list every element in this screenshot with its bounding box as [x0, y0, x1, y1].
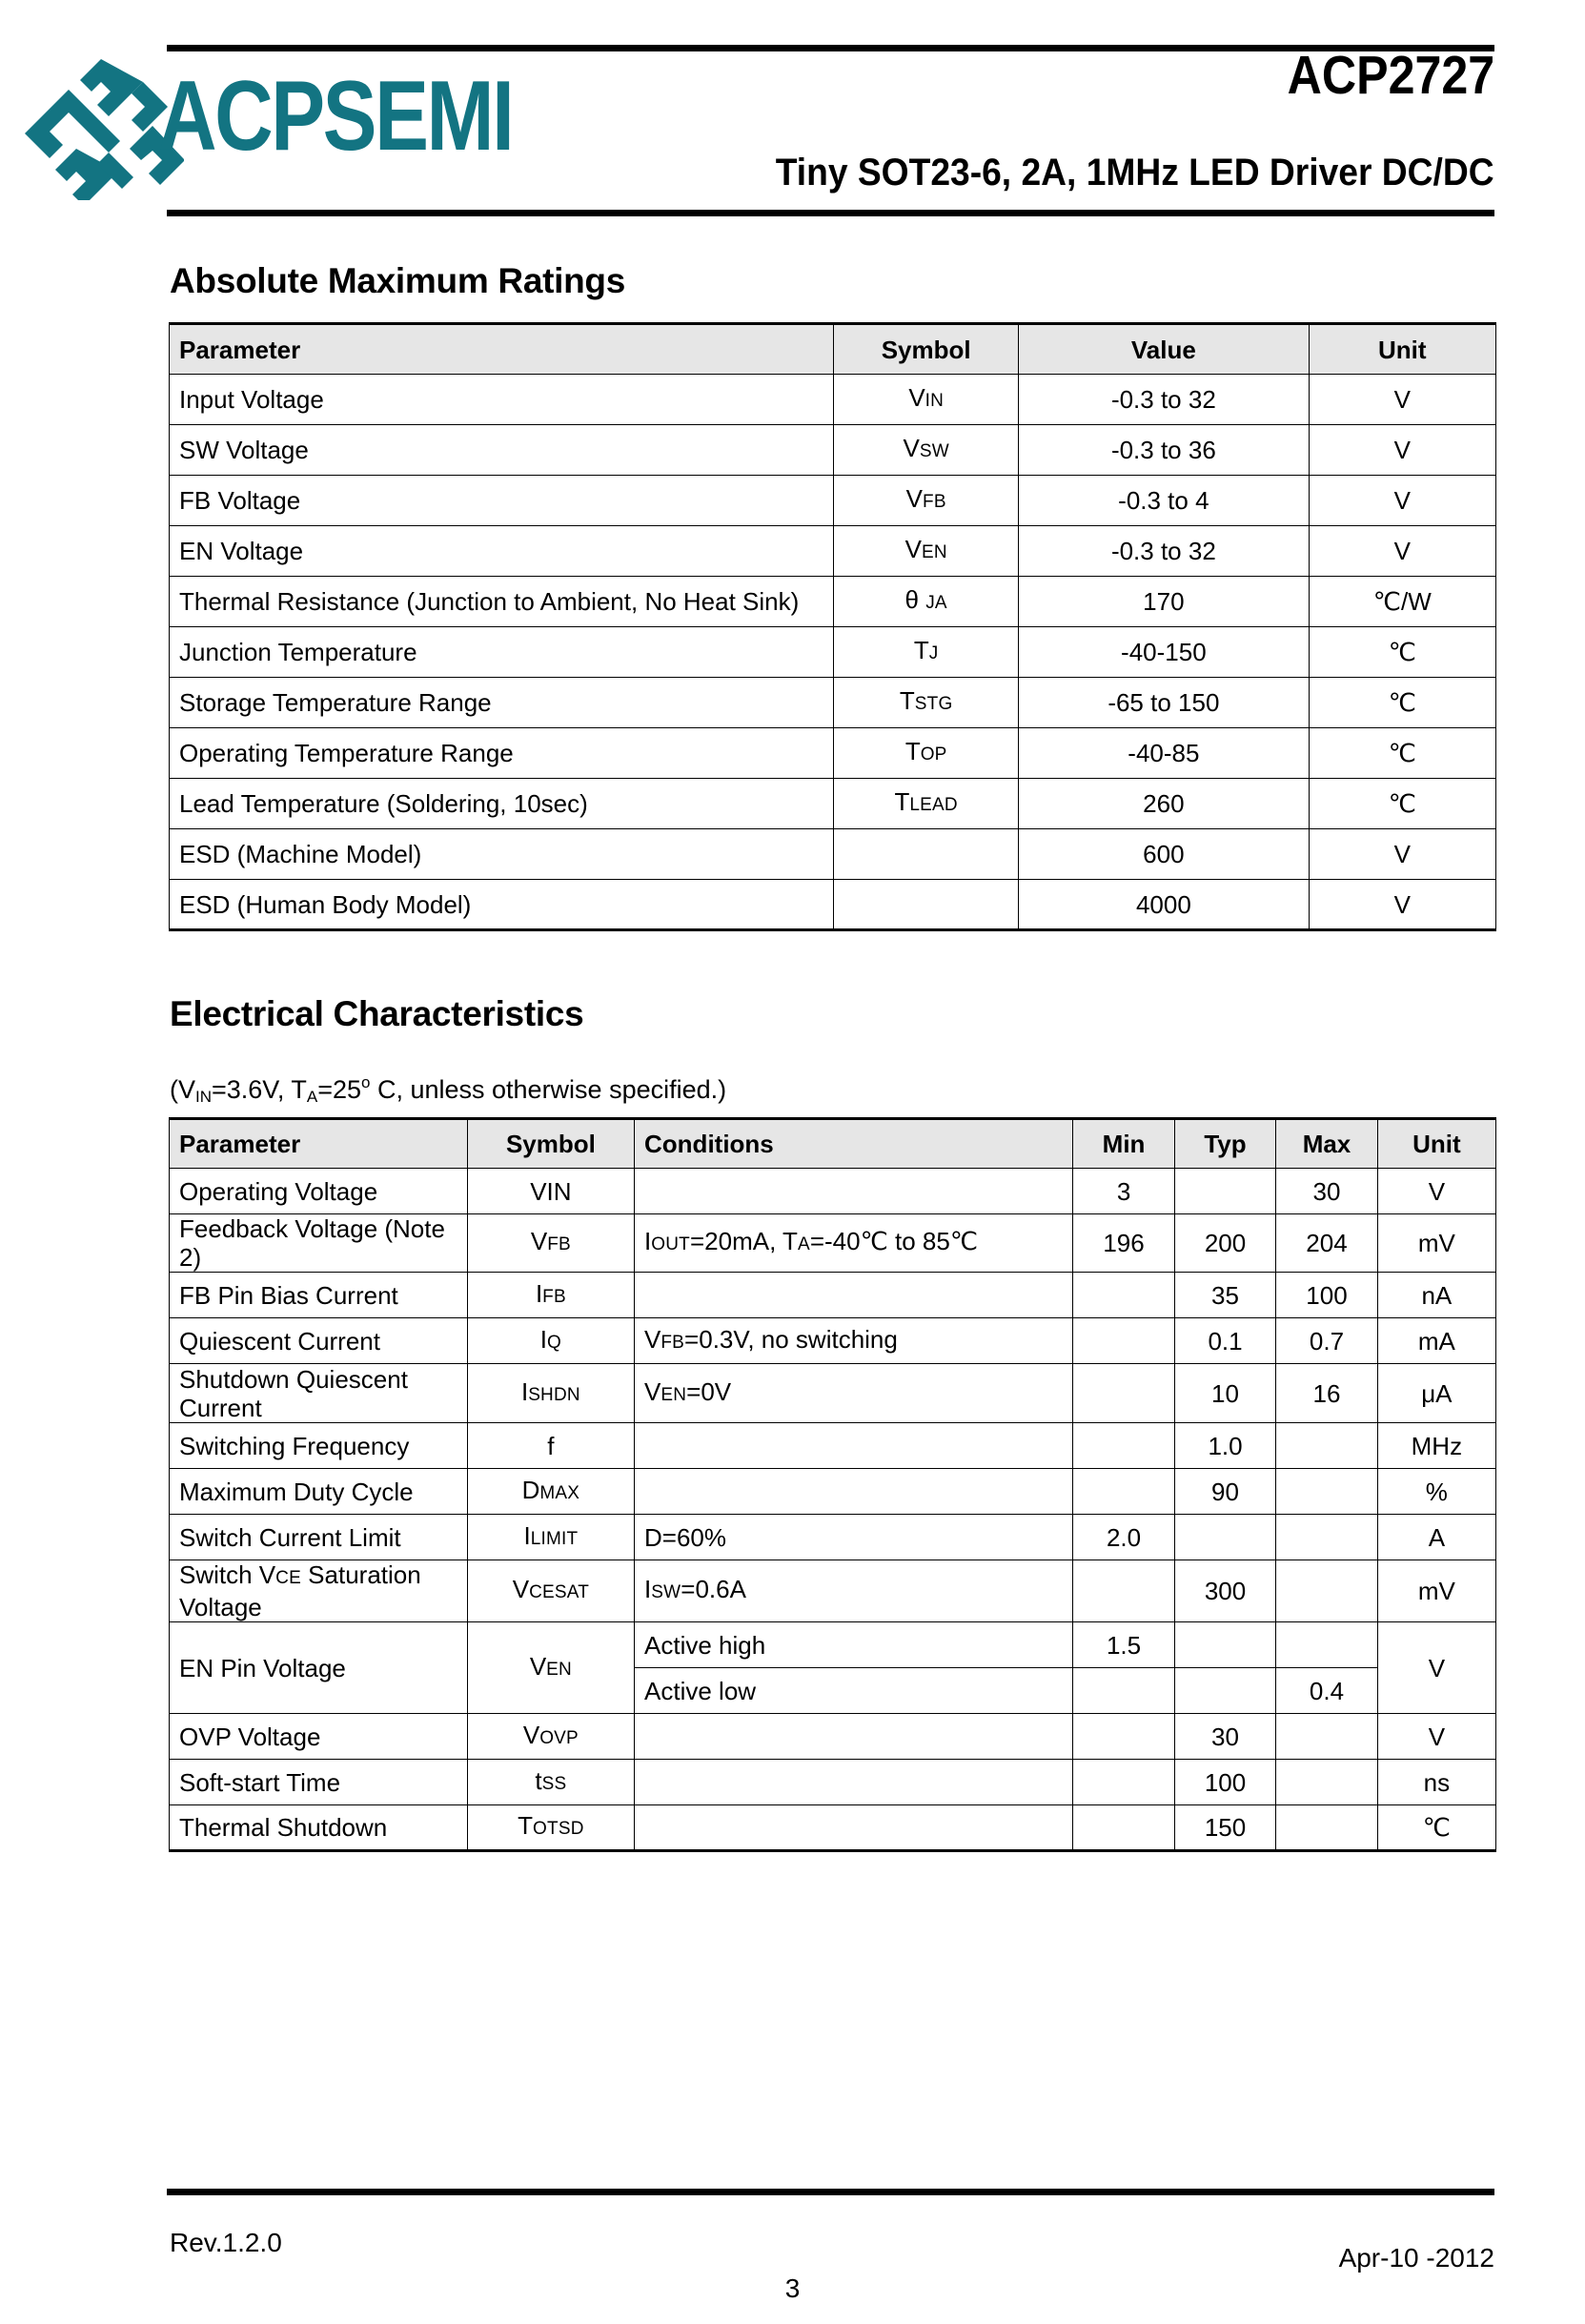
- table-row: [170, 476, 1496, 526]
- ec-cell-unit: %: [1377, 1469, 1495, 1515]
- ec-cell-parameter: Quiescent Current: [170, 1318, 468, 1364]
- amr-cell-unit: ℃: [1309, 728, 1495, 779]
- footer-date: Apr-10 -2012: [1338, 2243, 1494, 2273]
- symbol-subscript: EN: [921, 542, 947, 562]
- amr-cell-unit: V: [1309, 375, 1495, 425]
- amr-cell-parameter: Storage Temperature Range: [170, 678, 834, 728]
- amr-cell-parameter: Junction Temperature: [170, 627, 834, 678]
- cond-sub-vin: IN: [195, 1088, 212, 1106]
- ec-cell-conditions: ISW=0.6A: [635, 1560, 1073, 1622]
- ec-cell-min: 1.5: [1073, 1622, 1174, 1668]
- amr-cell-symbol: θ JA: [834, 577, 1019, 627]
- ec-cell-max: [1276, 1805, 1377, 1851]
- ec-cell-min: [1073, 1560, 1174, 1622]
- amr-cell-value: -40-150: [1019, 627, 1309, 678]
- ec-cell-max: [1276, 1423, 1377, 1469]
- ec-cell-conditions: IOUT=20mA, TA=-40℃ to 85℃: [635, 1214, 1073, 1273]
- ec-col-min: Min: [1073, 1119, 1174, 1169]
- ec-cell-symbol: VFB: [467, 1214, 634, 1273]
- ec-col-max: Max: [1276, 1119, 1377, 1169]
- ec-cell-unit: V: [1377, 1169, 1495, 1214]
- ec-cell-parameter: Switch Current Limit: [170, 1515, 468, 1560]
- table-row: [170, 375, 1496, 425]
- amr-cell-unit: ℃: [1309, 627, 1495, 678]
- ec-cell-min: [1073, 1805, 1174, 1851]
- ec-cell-min: 2.0: [1073, 1515, 1174, 1560]
- table-row: [170, 1714, 1496, 1760]
- ec-cell-unit: mV: [1377, 1214, 1495, 1273]
- symbol-subscript: OVP: [539, 1727, 579, 1748]
- page-header: [0, 0, 1585, 229]
- symbol-subscript: OP: [920, 744, 947, 764]
- ec-cell-conditions: Active high: [635, 1622, 1073, 1668]
- amr-cell-symbol: VSW: [834, 425, 1019, 476]
- ec-cell-symbol: ILIMIT: [467, 1515, 634, 1560]
- table-header-row: [170, 324, 1496, 375]
- ec-col-symbol: Symbol: [467, 1119, 634, 1169]
- ec-cell-symbol: TOTSD: [467, 1805, 634, 1851]
- ec-cell-parameter: FB Pin Bias Current: [170, 1273, 468, 1318]
- electrical-characteristics-table: [169, 1117, 1496, 1852]
- ec-cell-unit: ℃: [1377, 1805, 1495, 1851]
- ec-cell-typ: 300: [1174, 1560, 1275, 1622]
- ec-cell-min: [1073, 1760, 1174, 1805]
- ec-cell-symbol: VIN: [467, 1169, 634, 1214]
- cond-mid1: =3.6V, T: [212, 1075, 307, 1104]
- ec-cell-max: 204: [1276, 1214, 1377, 1273]
- amr-cell-value: 4000: [1019, 880, 1309, 930]
- symbol-subscript: LIMIT: [530, 1528, 579, 1549]
- part-subtitle: Tiny SOT23-6, 2A, 1MHz LED Driver DC/DC: [776, 152, 1494, 194]
- ec-cell-max: [1276, 1760, 1377, 1805]
- ec-cell-conditions: [635, 1273, 1073, 1318]
- ec-cell-max: [1276, 1560, 1377, 1622]
- footer-rule: [167, 2189, 1494, 2195]
- ec-cell-typ: [1174, 1169, 1275, 1214]
- table-row: [170, 425, 1496, 476]
- footer-revision: Rev.1.2.0: [170, 2228, 282, 2257]
- table-row: [170, 1760, 1496, 1805]
- section-title-absolute-maximum-ratings: Absolute Maximum Ratings: [170, 261, 625, 300]
- amr-cell-parameter: Operating Temperature Range: [170, 728, 834, 779]
- amr-cell-symbol: VIN: [834, 375, 1019, 425]
- ec-cell-conditions: [635, 1760, 1073, 1805]
- amr-cell-unit: ℃: [1309, 678, 1495, 728]
- symbol-subscript: A: [797, 1234, 810, 1254]
- amr-cell-unit: V: [1309, 829, 1495, 880]
- symbol-subscript: SHDN: [528, 1384, 580, 1405]
- symbol-subscript: EN: [546, 1659, 572, 1680]
- symbol-subscript: OUT: [651, 1234, 690, 1254]
- ec-cell-parameter: Soft-start Time: [170, 1760, 468, 1805]
- header-bottom-rule: [167, 210, 1494, 216]
- ec-cell-max: [1276, 1469, 1377, 1515]
- symbol-subscript: SS: [541, 1773, 567, 1794]
- symbol-subscript: SW: [651, 1582, 681, 1602]
- symbol-subscript: Q: [547, 1332, 561, 1353]
- table-row: [170, 728, 1496, 779]
- ec-cell-unit: mV: [1377, 1560, 1495, 1622]
- table-row: [170, 1805, 1496, 1851]
- ec-cell-typ: 30: [1174, 1714, 1275, 1760]
- amr-cell-parameter: ESD (Human Body Model): [170, 880, 834, 930]
- amr-cell-value: 600: [1019, 829, 1309, 880]
- ec-cell-max: 100: [1276, 1273, 1377, 1318]
- ec-cell-symbol: ISHDN: [467, 1364, 634, 1423]
- amr-cell-unit: ℃: [1309, 779, 1495, 829]
- symbol-subscript: CE: [275, 1568, 301, 1588]
- absolute-maximum-ratings-table: [169, 322, 1496, 931]
- amr-cell-value: -0.3 to 4: [1019, 476, 1309, 526]
- ec-cell-typ: [1174, 1668, 1275, 1714]
- cond-sub-ta: A: [306, 1088, 318, 1106]
- table-row: [170, 1622, 1496, 1668]
- cond-degree-sign: o: [361, 1073, 371, 1091]
- ec-cell-min: [1073, 1668, 1174, 1714]
- ec-cell-conditions: [635, 1423, 1073, 1469]
- amr-cell-unit: V: [1309, 476, 1495, 526]
- electrical-characteristics-conditions: [170, 1068, 726, 1112]
- table-row: [170, 779, 1496, 829]
- table-row: [170, 577, 1496, 627]
- cond-mid2: =25: [317, 1075, 361, 1104]
- ec-cell-parameter: Switching Frequency: [170, 1423, 468, 1469]
- amr-col-value: Value: [1019, 324, 1309, 375]
- amr-cell-symbol: TSTG: [834, 678, 1019, 728]
- ec-cell-parameter: Thermal Shutdown: [170, 1805, 468, 1851]
- ec-cell-typ: 200: [1174, 1214, 1275, 1273]
- footer-page-number: 3: [784, 2273, 801, 2303]
- ec-cell-unit: mA: [1377, 1318, 1495, 1364]
- amr-cell-symbol: TLEAD: [834, 779, 1019, 829]
- table-row: [170, 1560, 1496, 1622]
- amr-cell-parameter: Lead Temperature (Soldering, 10sec): [170, 779, 834, 829]
- ec-cell-min: [1073, 1423, 1174, 1469]
- amr-cell-unit: ℃/W: [1309, 577, 1495, 627]
- symbol-subscript: IN: [925, 391, 945, 411]
- amr-cell-value: -0.3 to 32: [1019, 375, 1309, 425]
- ec-cell-min: 3: [1073, 1169, 1174, 1214]
- ec-cell-parameter: OVP Voltage: [170, 1714, 468, 1760]
- ec-cell-unit: nA: [1377, 1273, 1495, 1318]
- ec-cell-typ: 0.1: [1174, 1318, 1275, 1364]
- ec-cell-conditions: [635, 1469, 1073, 1515]
- table-row: [170, 1423, 1496, 1469]
- ec-cell-conditions: Active low: [635, 1668, 1073, 1714]
- ec-cell-typ: [1174, 1515, 1275, 1560]
- ec-cell-typ: 90: [1174, 1469, 1275, 1515]
- amr-cell-value: -0.3 to 36: [1019, 425, 1309, 476]
- ec-cell-conditions: D=60%: [635, 1515, 1073, 1560]
- ec-cell-typ: 1.0: [1174, 1423, 1275, 1469]
- ec-cell-conditions: VFB=0.3V, no switching: [635, 1318, 1073, 1364]
- amr-cell-parameter: EN Voltage: [170, 526, 834, 577]
- amr-cell-parameter: SW Voltage: [170, 425, 834, 476]
- ec-cell-max: [1276, 1622, 1377, 1668]
- ec-cell-max: 0.4: [1276, 1668, 1377, 1714]
- company-logo: [17, 46, 627, 203]
- symbol-subscript: JA: [925, 593, 947, 613]
- cond-suffix: C, unless otherwise specified.): [370, 1075, 727, 1104]
- symbol-subscript: J: [928, 643, 939, 663]
- ec-cell-typ: 10: [1174, 1364, 1275, 1423]
- ec-cell-min: [1073, 1273, 1174, 1318]
- ec-cell-symbol: IQ: [467, 1318, 634, 1364]
- ec-cell-min: [1073, 1469, 1174, 1515]
- part-number-title: ACP2727: [1287, 45, 1494, 106]
- ec-cell-conditions: [635, 1805, 1073, 1851]
- amr-cell-symbol: VFB: [834, 476, 1019, 526]
- amr-cell-value: 170: [1019, 577, 1309, 627]
- ec-cell-parameter: Switch VCE Saturation Voltage: [170, 1560, 468, 1622]
- table-header-row: [170, 1119, 1496, 1169]
- company-name-wordmark: ACPSEMI: [158, 61, 513, 172]
- ec-cell-unit: MHz: [1377, 1423, 1495, 1469]
- amr-cell-value: -0.3 to 32: [1019, 526, 1309, 577]
- symbol-subscript: CESAT: [529, 1582, 590, 1602]
- ec-cell-typ: 100: [1174, 1760, 1275, 1805]
- symbol-subscript: EN: [660, 1384, 687, 1405]
- amr-cell-parameter: Thermal Resistance (Junction to Ambient, No Heat Sink): [170, 577, 834, 627]
- symbol-subscript: LEAD: [909, 795, 958, 815]
- ec-cell-symbol: VEN: [467, 1622, 634, 1714]
- ec-cell-typ: 150: [1174, 1805, 1275, 1851]
- symbol-subscript: OTSD: [533, 1819, 584, 1839]
- ec-cell-symbol: IFB: [467, 1273, 634, 1318]
- section-title-electrical-characteristics: Electrical Characteristics: [170, 994, 584, 1033]
- ec-cell-parameter: EN Pin Voltage: [170, 1622, 468, 1714]
- amr-cell-symbol: TJ: [834, 627, 1019, 678]
- amr-cell-symbol: [834, 829, 1019, 880]
- amr-cell-value: -40-85: [1019, 728, 1309, 779]
- amr-cell-symbol: VEN: [834, 526, 1019, 577]
- ec-cell-symbol: DMAX: [467, 1469, 634, 1515]
- ec-cell-unit: μA: [1377, 1364, 1495, 1423]
- amr-cell-symbol: TOP: [834, 728, 1019, 779]
- table-row: [170, 1214, 1496, 1273]
- amr-cell-symbol: [834, 880, 1019, 930]
- ec-cell-parameter: Maximum Duty Cycle: [170, 1469, 468, 1515]
- ec-cell-parameter: Operating Voltage: [170, 1169, 468, 1214]
- ec-cell-unit: V: [1377, 1714, 1495, 1760]
- amr-cell-unit: V: [1309, 425, 1495, 476]
- amr-cell-parameter: FB Voltage: [170, 476, 834, 526]
- ec-cell-symbol: f: [467, 1423, 634, 1469]
- ec-cell-conditions: [635, 1169, 1073, 1214]
- amr-cell-unit: V: [1309, 880, 1495, 930]
- ec-cell-unit: ns: [1377, 1760, 1495, 1805]
- ec-cell-conditions: VEN=0V: [635, 1364, 1073, 1423]
- table-row: [170, 1273, 1496, 1318]
- ec-cell-parameter: Shutdown Quiescent Current: [170, 1364, 468, 1423]
- ec-cell-parameter: Feedback Voltage (Note 2): [170, 1214, 468, 1273]
- amr-cell-parameter: ESD (Machine Model): [170, 829, 834, 880]
- amr-cell-parameter: Input Voltage: [170, 375, 834, 425]
- ec-cell-unit: A: [1377, 1515, 1495, 1560]
- amr-col-parameter: Parameter: [170, 324, 834, 375]
- ec-cell-max: 16: [1276, 1364, 1377, 1423]
- ec-col-unit: Unit: [1377, 1119, 1495, 1169]
- ec-cell-typ: [1174, 1622, 1275, 1668]
- amr-col-symbol: Symbol: [834, 324, 1019, 375]
- amr-cell-value: -65 to 150: [1019, 678, 1309, 728]
- ec-cell-unit: V: [1377, 1622, 1495, 1714]
- ec-cell-max: 30: [1276, 1169, 1377, 1214]
- ec-cell-min: [1073, 1364, 1174, 1423]
- amr-col-unit: Unit: [1309, 324, 1495, 375]
- amr-cell-value: 260: [1019, 779, 1309, 829]
- symbol-subscript: FB: [923, 492, 946, 512]
- ec-cell-min: [1073, 1318, 1174, 1364]
- ec-cell-conditions: [635, 1714, 1073, 1760]
- table-row: [170, 880, 1496, 930]
- table-row: [170, 1169, 1496, 1214]
- table-row: [170, 829, 1496, 880]
- ec-cell-symbol: VOVP: [467, 1714, 634, 1760]
- ec-cell-max: 0.7: [1276, 1318, 1377, 1364]
- symbol-subscript: MAX: [539, 1482, 580, 1503]
- table-row: [170, 678, 1496, 728]
- ec-cell-min: 196: [1073, 1214, 1174, 1273]
- ec-cell-symbol: VCESAT: [467, 1560, 634, 1622]
- table-row: [170, 1318, 1496, 1364]
- table-row: [170, 1364, 1496, 1423]
- ec-cell-typ: 35: [1174, 1273, 1275, 1318]
- cond-prefix: (V: [170, 1075, 195, 1104]
- table-row: [170, 1469, 1496, 1515]
- ec-cell-min: [1073, 1714, 1174, 1760]
- ec-col-typ: Typ: [1174, 1119, 1275, 1169]
- ec-cell-symbol: tSS: [467, 1760, 634, 1805]
- symbol-subscript: FB: [660, 1332, 685, 1353]
- table-row: [170, 1515, 1496, 1560]
- ec-cell-max: [1276, 1515, 1377, 1560]
- table-row: [170, 627, 1496, 678]
- amr-cell-unit: V: [1309, 526, 1495, 577]
- ec-cell-max: [1276, 1714, 1377, 1760]
- ec-col-conditions: Conditions: [635, 1119, 1073, 1169]
- symbol-subscript: FB: [547, 1234, 571, 1254]
- symbol-subscript: FB: [542, 1286, 566, 1307]
- ec-col-parameter: Parameter: [170, 1119, 468, 1169]
- symbol-subscript: STG: [914, 694, 953, 714]
- symbol-subscript: SW: [919, 441, 949, 461]
- table-row: [170, 526, 1496, 577]
